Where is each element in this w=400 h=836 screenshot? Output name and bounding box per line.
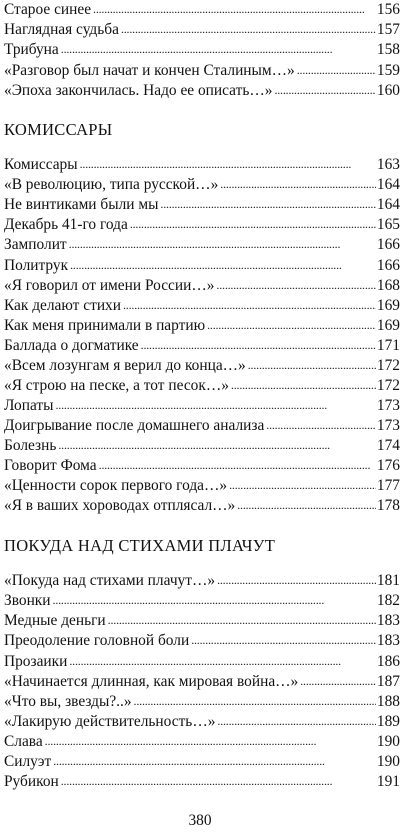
toc-entry-page: 183 [376,632,400,649]
toc-entry-title: Рубикон [4,773,59,790]
toc-entry [4,40,400,60]
toc-entry [4,316,400,336]
dot-leader [45,731,376,751]
toc-entry [4,611,400,631]
toc-entry-page: 164 [376,176,400,193]
toc-entry [4,175,400,195]
toc-entry-title: «Покуда над стихами плачут…» [4,572,216,589]
dot-leader [217,570,376,590]
toc-entry-title: Баллада о догматике [4,337,139,354]
toc-entry [4,436,400,456]
toc-entry [4,692,400,712]
toc-entry-title: Комиссары [4,156,78,173]
toc-entry-page: 176 [376,457,400,474]
dot-leader [297,60,376,80]
toc-entry [4,672,400,692]
toc-entry-page: 164 [376,196,400,213]
dot-leader [80,154,376,174]
dot-leader [53,590,376,610]
toc-entry-title: «Что вы, звезды?..» [4,693,132,710]
toc-entry-title: Болезнь [4,437,57,454]
toc-entry-title: Замполит [4,236,67,253]
toc-entry-page: 169 [376,317,400,334]
toc-entry-page: 160 [376,82,400,99]
toc-entry-title: «Я говорил от имени России…» [4,277,215,294]
dot-leader [69,651,376,671]
toc-entry-page: 156 [376,1,400,18]
toc-entry-title: «Начинается длинная, как мировая война…» [4,673,299,690]
toc-entry [4,376,400,396]
dot-leader [61,771,376,791]
section-heading: КОМИССАРЫ [4,120,113,139]
toc-entry-page: 163 [376,156,400,173]
dot-leader [93,0,376,19]
toc-entry-page: 188 [376,693,400,710]
toc-entry [4,772,400,792]
toc-entry-title: Наглядная судьба [4,21,119,38]
toc-entry-title: «Лакирую действительность…» [4,713,216,730]
dot-leader [99,455,376,475]
dot-leader [266,415,376,435]
dot-leader [58,435,376,455]
toc-entry [4,456,400,476]
toc-entry [4,356,400,376]
dot-leader [229,475,376,495]
toc-entry-page: 173 [376,417,400,434]
toc-entry-title: «Я в ваших хороводах отплясал…» [4,497,236,514]
toc-entry-title: «Эпоха закончилась. Надо ее описать…» [4,82,273,99]
toc-entry [4,336,400,356]
toc-entry [4,396,400,416]
toc-entry [4,61,400,81]
toc-entry-title: Декабрь 41-го года [4,216,128,233]
toc-entry-page: 190 [376,753,400,770]
toc-entry-page: 158 [376,41,400,58]
dot-leader [237,495,376,515]
dot-leader [70,255,376,275]
toc-entry-page: 169 [376,297,400,314]
toc-entry [4,195,400,215]
toc-entry-title: «Я строю на песке, а тот песок…» [4,377,229,394]
toc-entry-title: Доигрывание после домашнего анализа [4,417,265,434]
dot-leader [274,80,375,100]
toc-entry [4,81,400,101]
toc-entry [4,416,400,436]
toc-entry-title: Трибуна [4,41,59,58]
toc-entry-page: 168 [376,277,400,294]
toc-entry [4,591,400,611]
toc-entry-page: 187 [376,673,400,690]
dot-leader [130,214,376,234]
toc-entry-page: 172 [376,377,400,394]
toc-entry-title: Как меня принимали в партию [4,317,206,334]
toc-entry-title: Слава [4,733,43,750]
toc-entry-page: 177 [376,477,400,494]
toc-entry [4,20,400,40]
toc-entry-page: 174 [376,437,400,454]
toc-entry [4,276,400,296]
toc-entry-title: Преодоление головной боли [4,632,190,649]
toc-entry-title: «Всем лозунгам я верил до конца…» [4,357,246,374]
toc-entry-page: 171 [376,337,400,354]
toc-entry-title: Говорит Фома [4,457,97,474]
toc-entry-page: 181 [376,572,400,589]
toc-entry-page: 191 [376,773,400,790]
toc-entry-page: 183 [376,612,400,629]
page-number: 380 [188,812,212,829]
toc-entry-page: 166 [376,257,400,274]
dot-leader [160,194,375,214]
toc-entry [4,752,400,772]
dot-leader [69,234,376,254]
toc-entry-page: 159 [376,62,400,79]
toc-entry-page: 165 [376,216,400,233]
dot-leader [108,610,376,630]
toc-entry-title: Лопаты [4,397,54,414]
dot-leader [248,355,376,375]
dot-leader [216,275,375,295]
toc-entry-title: «Разговор был начат и кончен Сталиным…» [4,62,295,79]
toc-entry [4,476,400,496]
toc-entry-page: 173 [376,397,400,414]
toc-entry [4,712,400,732]
toc-entry-page: 189 [376,713,400,730]
dot-leader [61,39,376,59]
dot-leader [53,751,376,771]
toc-entry-page: 182 [376,592,400,609]
toc-entry-page: 186 [376,653,400,670]
dot-leader [123,295,376,315]
toc-entry-title: Прозаики [4,653,68,670]
toc-entry-page: 157 [376,21,400,38]
dot-leader [217,711,376,731]
toc-entry [4,732,400,752]
toc-entry [4,256,400,276]
toc-entry [4,496,400,516]
toc-entry [4,631,400,651]
dot-leader [300,671,376,691]
dot-leader [220,174,376,194]
toc-entry-page: 178 [376,497,400,514]
toc-entry [4,296,400,316]
toc-entry-title: Медные деньги [4,612,106,629]
toc-entry [4,652,400,672]
toc-entry-title: «В революцию, типа русской…» [4,176,219,193]
toc-entry [4,215,400,235]
toc-entry-page: 190 [376,733,400,750]
toc-entry-title: Не винтиками были мы [4,196,159,213]
dot-leader [231,375,376,395]
toc-entry-title: Как делают стихи [4,297,121,314]
toc-entry-title: Политрук [4,257,69,274]
toc-entry-title: «Ценности сорок первого года…» [4,477,228,494]
dot-leader [134,691,376,711]
toc-entry-page: 166 [376,236,400,253]
toc-entry-title: Звонки [4,592,51,609]
dot-leader [56,395,376,415]
dot-leader [207,315,376,335]
section-heading: ПОКУДА НАД СТИХАМИ ПЛАЧУТ [4,536,276,555]
toc-entry [4,155,400,175]
toc-entry [4,235,400,255]
dot-leader [191,630,376,650]
dot-leader [141,335,376,355]
toc-entry-page: 172 [376,357,400,374]
toc-entry [4,571,400,591]
dot-leader [121,19,376,39]
toc-entry [4,0,400,20]
toc-entry-title: Силуэт [4,753,52,770]
toc-entry-title: Старое синее [4,1,92,18]
